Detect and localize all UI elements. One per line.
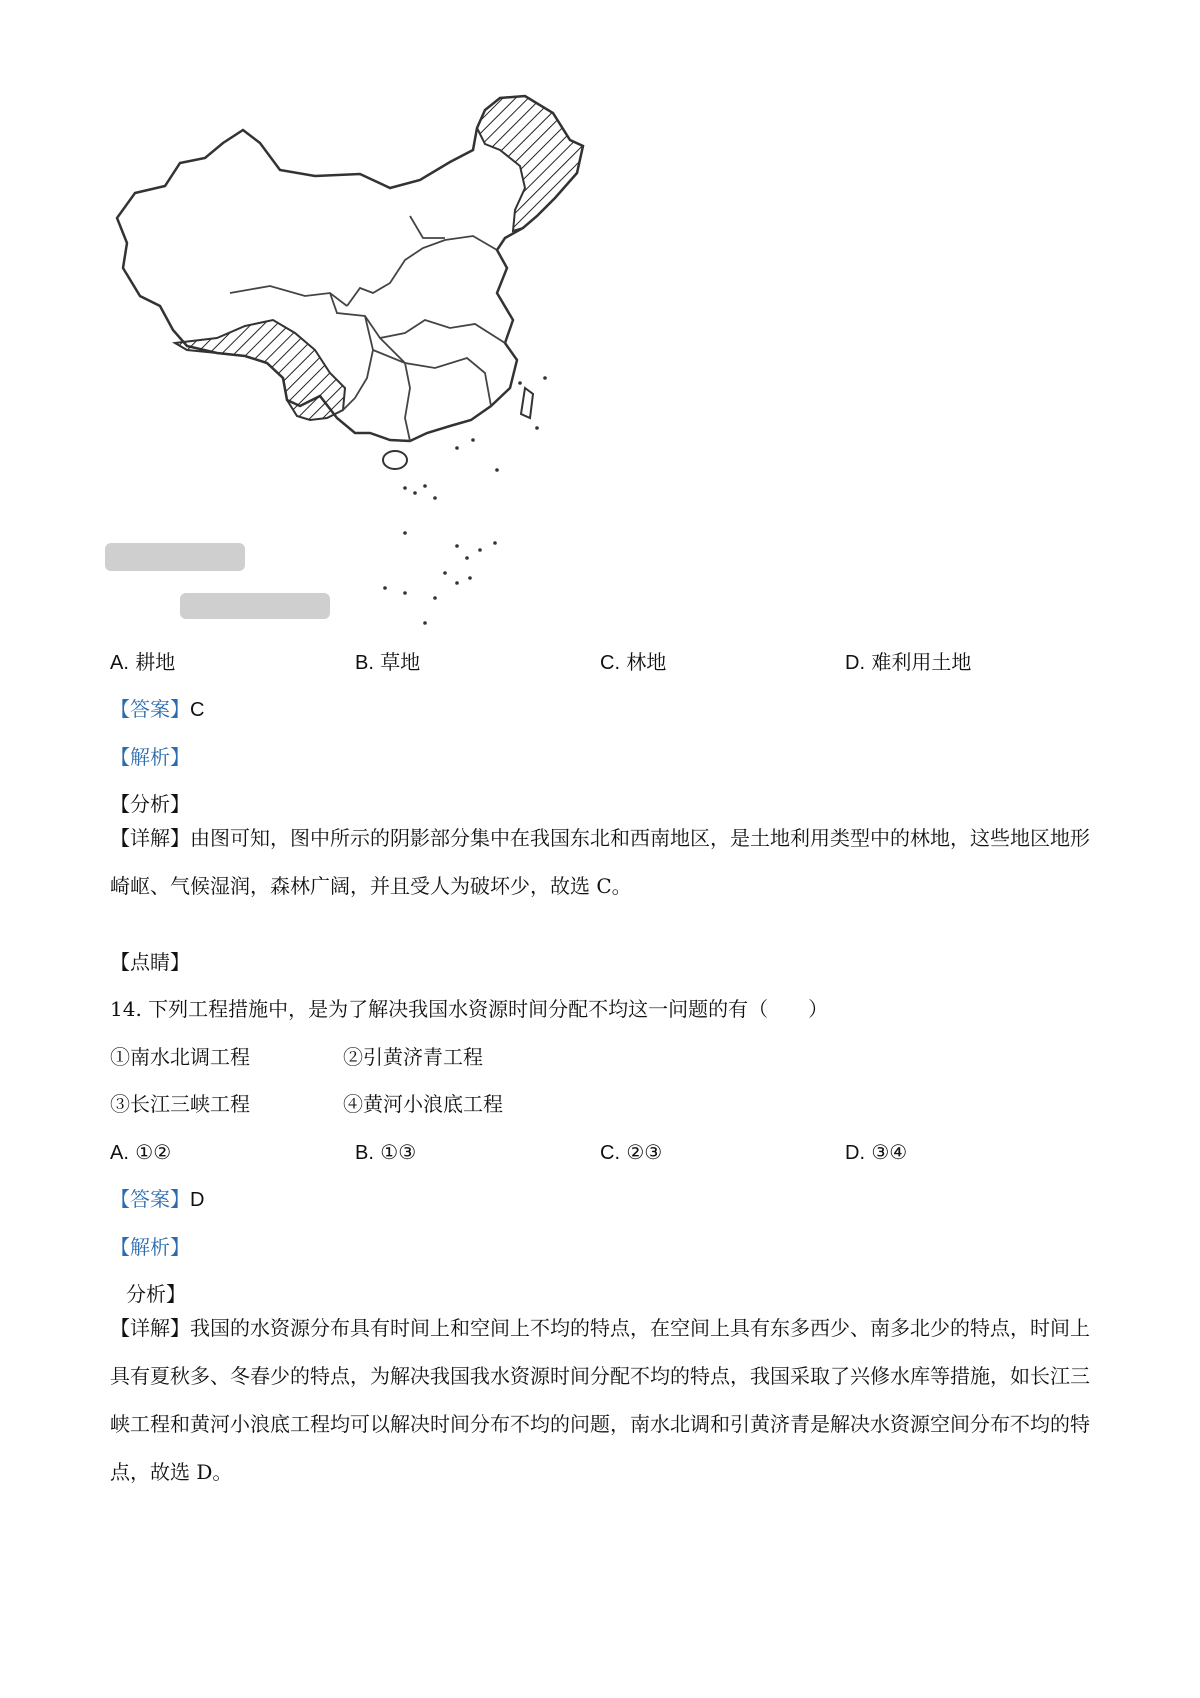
q13-answer: 【答案】C xyxy=(110,697,205,721)
q14-analysis-label: 【解析】 xyxy=(110,1235,190,1259)
q14-item-2: ②引黄济青工程 xyxy=(343,1045,483,1069)
q14-option-d: D. ③④ xyxy=(845,1140,908,1164)
q13-option-c: C. 林地 xyxy=(600,650,667,674)
q14-fenxi-label: 分析】 xyxy=(126,1282,186,1306)
q13-detail: 【详解】由图可知，图中所示的阴影部分集中在我国东北和西南地区，是土地利用类型中的林地，这些地区地形崎岖、气候湿润，森林广阔，并且受人为破坏少，故选 C。 xyxy=(110,826,1090,898)
q14-option-a: A. ①② xyxy=(110,1140,172,1164)
china-map-figure xyxy=(105,88,705,688)
q14-option-c: C. ②③ xyxy=(600,1140,663,1164)
q14-detail: 【详解】我国的水资源分布具有时间上和空间上不均的特点，在空间上具有东多西少、南多北少的特点，时间上具有夏秋多、冬春少的特点，为解决我国我水资源时间分配不均的特点，我国采取了兴修水库等措施，如长江三峡工程和黄河小浪底工程均可以解决时间分布不均的问题，南水北调和引黄济青是解决水资源空间分布不均的特点，故选 D。 xyxy=(110,1316,1090,1484)
q14-question: 14. 下列工程措施中，是为了解决我国水资源时间分配不均这一问题的有（ ） xyxy=(110,997,829,1021)
q14-item-4: ④黄河小浪底工程 xyxy=(343,1092,503,1116)
q13-option-a: A. 耕地 xyxy=(110,650,176,674)
q13-analysis-label: 【解析】 xyxy=(110,745,190,769)
q14-item-1: ①南水北调工程 xyxy=(110,1045,250,1069)
q14-item-3: ③长江三峡工程 xyxy=(110,1092,250,1116)
q13-dianjing-label: 【点睛】 xyxy=(110,950,190,974)
q14-answer: 【答案】D xyxy=(110,1187,205,1211)
q14-option-b: B. ①③ xyxy=(355,1140,417,1164)
q13-option-d: D. 难利用土地 xyxy=(845,650,972,674)
q13-fenxi-label: 【分析】 xyxy=(110,792,190,816)
q13-option-b: B. 草地 xyxy=(355,650,421,674)
